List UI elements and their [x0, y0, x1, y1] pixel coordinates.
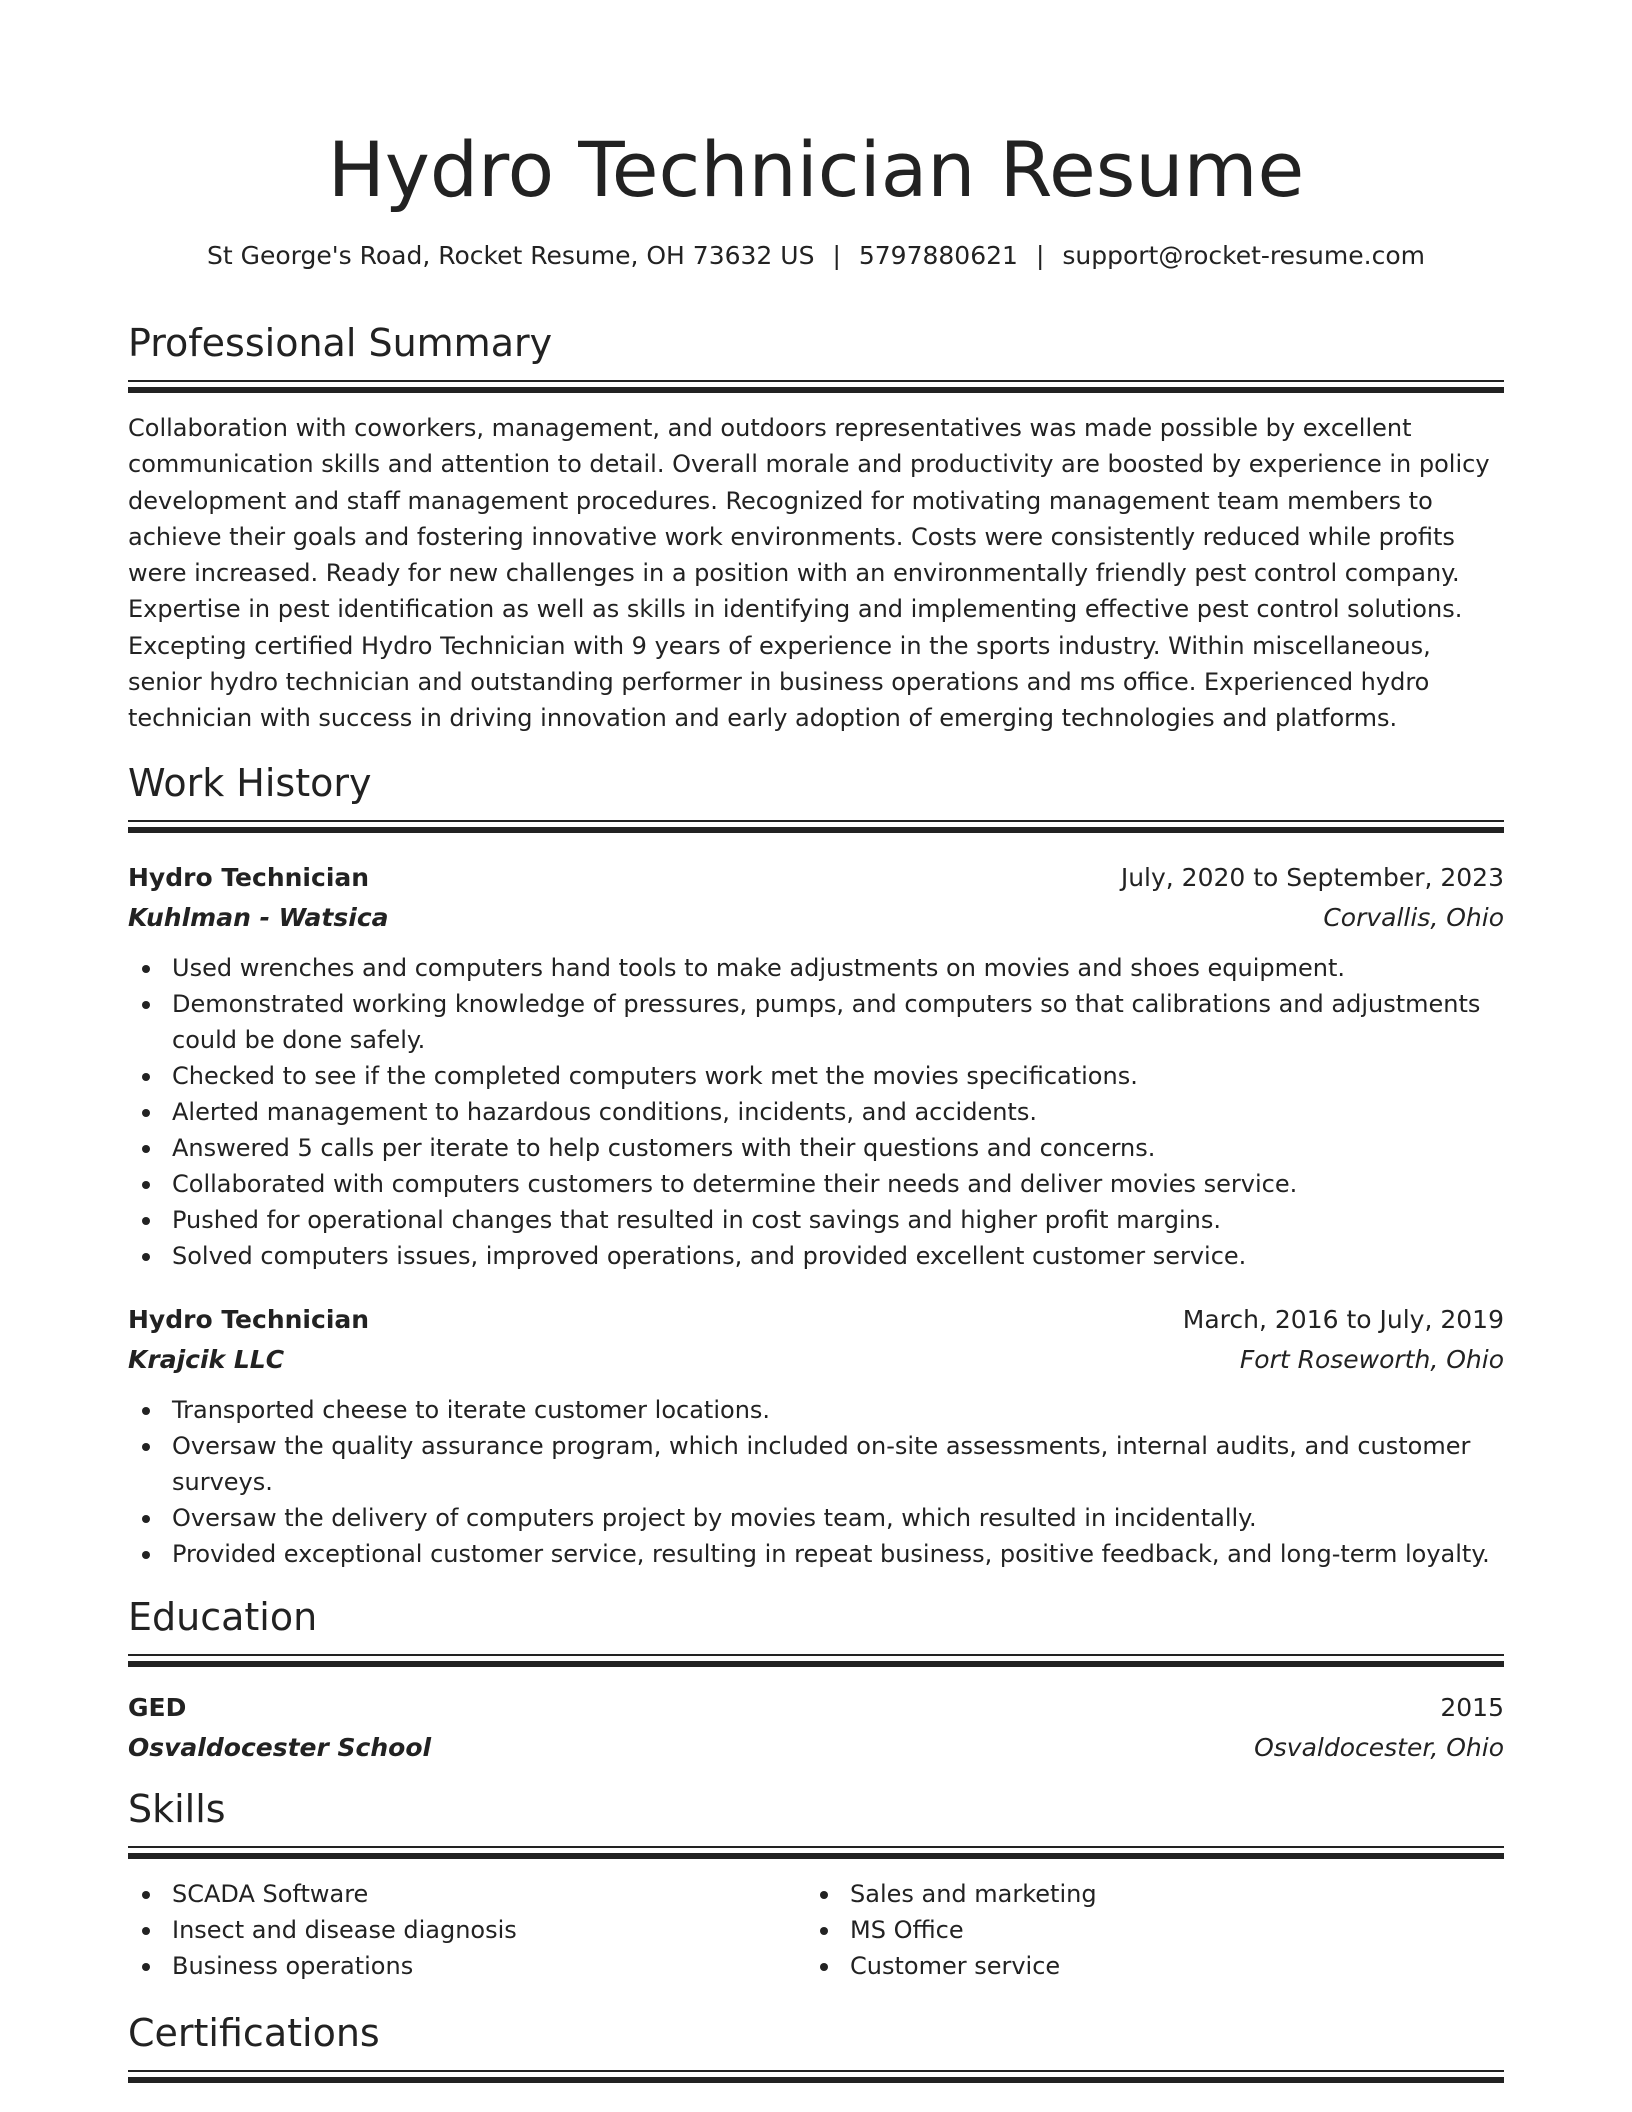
resume-title: Hydro Technician Resume	[327, 125, 1305, 214]
skills-list-right	[806, 1876, 1466, 1984]
section-heading: Professional Summary	[128, 321, 553, 365]
list-item: Checked to see if the completed computers work met the movies specifications.	[128, 1058, 1504, 1094]
list-item: Answered 5 calls per iterate to help customers with their questions and concerns.	[128, 1130, 1504, 1166]
job-location: Corvallis, Ohio	[1323, 903, 1504, 932]
list-item: Collaborated with computers customers to determine their needs and deliver movies service.	[128, 1166, 1504, 1202]
certifications-section	[128, 2008, 1504, 2086]
job-bullets	[128, 1392, 1504, 1572]
skills-list-left	[128, 1876, 788, 1984]
job-company-row	[128, 1340, 1504, 1380]
address-text: St George's Road, Rocket Resume, OH 73632 US	[207, 241, 815, 270]
list-item: Used wrenches and computers hand tools to make adjustments on movies and shoes equipment.	[128, 950, 1504, 986]
job-location: Fort Roseworth, Ohio	[1239, 1345, 1504, 1374]
contact-line	[128, 236, 1504, 276]
education-entry	[128, 1688, 1504, 1768]
list-item: Alerted management to hazardous conditions, incidents, and accidents.	[128, 1094, 1504, 1130]
skill-item: Insect and disease diagnosis	[128, 1912, 788, 1948]
list-item: Provided exceptional customer service, resulting in repeat business, positive feedback, and long-term loyalty.	[128, 1536, 1504, 1572]
list-item: Solved computers issues, improved operations, and provided excellent customer service.	[128, 1238, 1504, 1274]
job-dates: July, 2020 to September, 2023	[1120, 863, 1504, 892]
job-role: Hydro Technician	[128, 863, 370, 892]
job-role: Hydro Technician	[128, 1305, 370, 1334]
contact-separator: |	[832, 241, 841, 270]
job-bullets	[128, 950, 1504, 1274]
list-item: Pushed for operational changes that resulted in cost savings and higher profit margins.	[128, 1202, 1504, 1238]
contact-separator: |	[1035, 241, 1045, 270]
section-divider	[128, 1654, 1504, 1670]
job-company-row	[128, 898, 1504, 938]
work-history-section	[128, 758, 1504, 1572]
skill-item: Business operations	[128, 1948, 788, 1984]
email-text: support@rocket-resume.com	[1062, 241, 1425, 270]
education-header-row	[128, 1688, 1504, 1728]
section-heading: Education	[128, 1595, 318, 1639]
section-heading: Work History	[128, 761, 372, 805]
job-header-row	[128, 1300, 1504, 1340]
section-heading: Certifications	[128, 2011, 380, 2055]
job-dates: March, 2016 to July, 2019	[1182, 1305, 1504, 1334]
section-heading: Skills	[128, 1787, 226, 1831]
section-divider	[128, 2070, 1504, 2086]
job-company: Krajcik LLC	[128, 1345, 285, 1374]
skill-item: MS Office	[806, 1912, 1466, 1948]
phone-text: 5797880621	[858, 241, 1018, 270]
skill-item: SCADA Software	[128, 1876, 788, 1912]
section-divider	[128, 380, 1504, 396]
summary-section	[128, 318, 1504, 737]
job-entry	[128, 858, 1504, 1274]
list-item: Oversaw the delivery of computers project by movies team, which resulted in incidentally.	[128, 1500, 1504, 1536]
job-header-row	[128, 858, 1504, 898]
education-location: Osvaldocester, Ohio	[1254, 1733, 1504, 1762]
section-divider	[128, 820, 1504, 836]
skill-item: Customer service	[806, 1948, 1466, 1984]
section-divider	[128, 1846, 1504, 1862]
job-entry	[128, 1300, 1504, 1572]
education-school-row	[128, 1728, 1504, 1768]
list-item: Oversaw the quality assurance program, which included on-site assessments, internal audits, and customer surveys.	[128, 1428, 1504, 1500]
education-school: Osvaldocester School	[128, 1733, 432, 1762]
skills-section	[128, 1784, 1504, 1996]
list-item: Transported cheese to iterate customer locations.	[128, 1392, 1504, 1428]
skill-item: Sales and marketing	[806, 1876, 1466, 1912]
summary-paragraph: Collaboration with coworkers, management, and outdoors representatives was made possible by excellent communication skills and attention to detail. Overall morale and productivity are boosted by experience in policy development and staff management procedures. Recognized for motivating management team members to achieve their goals and fostering innovative work environments. Costs were consistently reduced while profits were increased. Ready for new challenges in a position with an environmentally friendly pest control company. Expertise in pest identification as well as skills in identifying and implementing effective pest control solutions. Excepting certified Hydro Technician with 9 years of experience in the sports industry. Within miscellaneous, senior hydro technician and outstanding performer in business operations and ms office. Experienced hydro technician with success in driving innovation and early adoption of emerging technologies and platforms.	[128, 414, 1490, 733]
job-company: Kuhlman - Watsica	[128, 903, 389, 932]
list-item: Demonstrated working knowledge of pressures, pumps, and computers so that calibrations and adjustments could be done safely.	[128, 986, 1504, 1058]
education-year: 2015	[1440, 1693, 1504, 1722]
education-section	[128, 1592, 1504, 1768]
skills-columns	[128, 1876, 1504, 1996]
education-degree: GED	[128, 1693, 187, 1722]
